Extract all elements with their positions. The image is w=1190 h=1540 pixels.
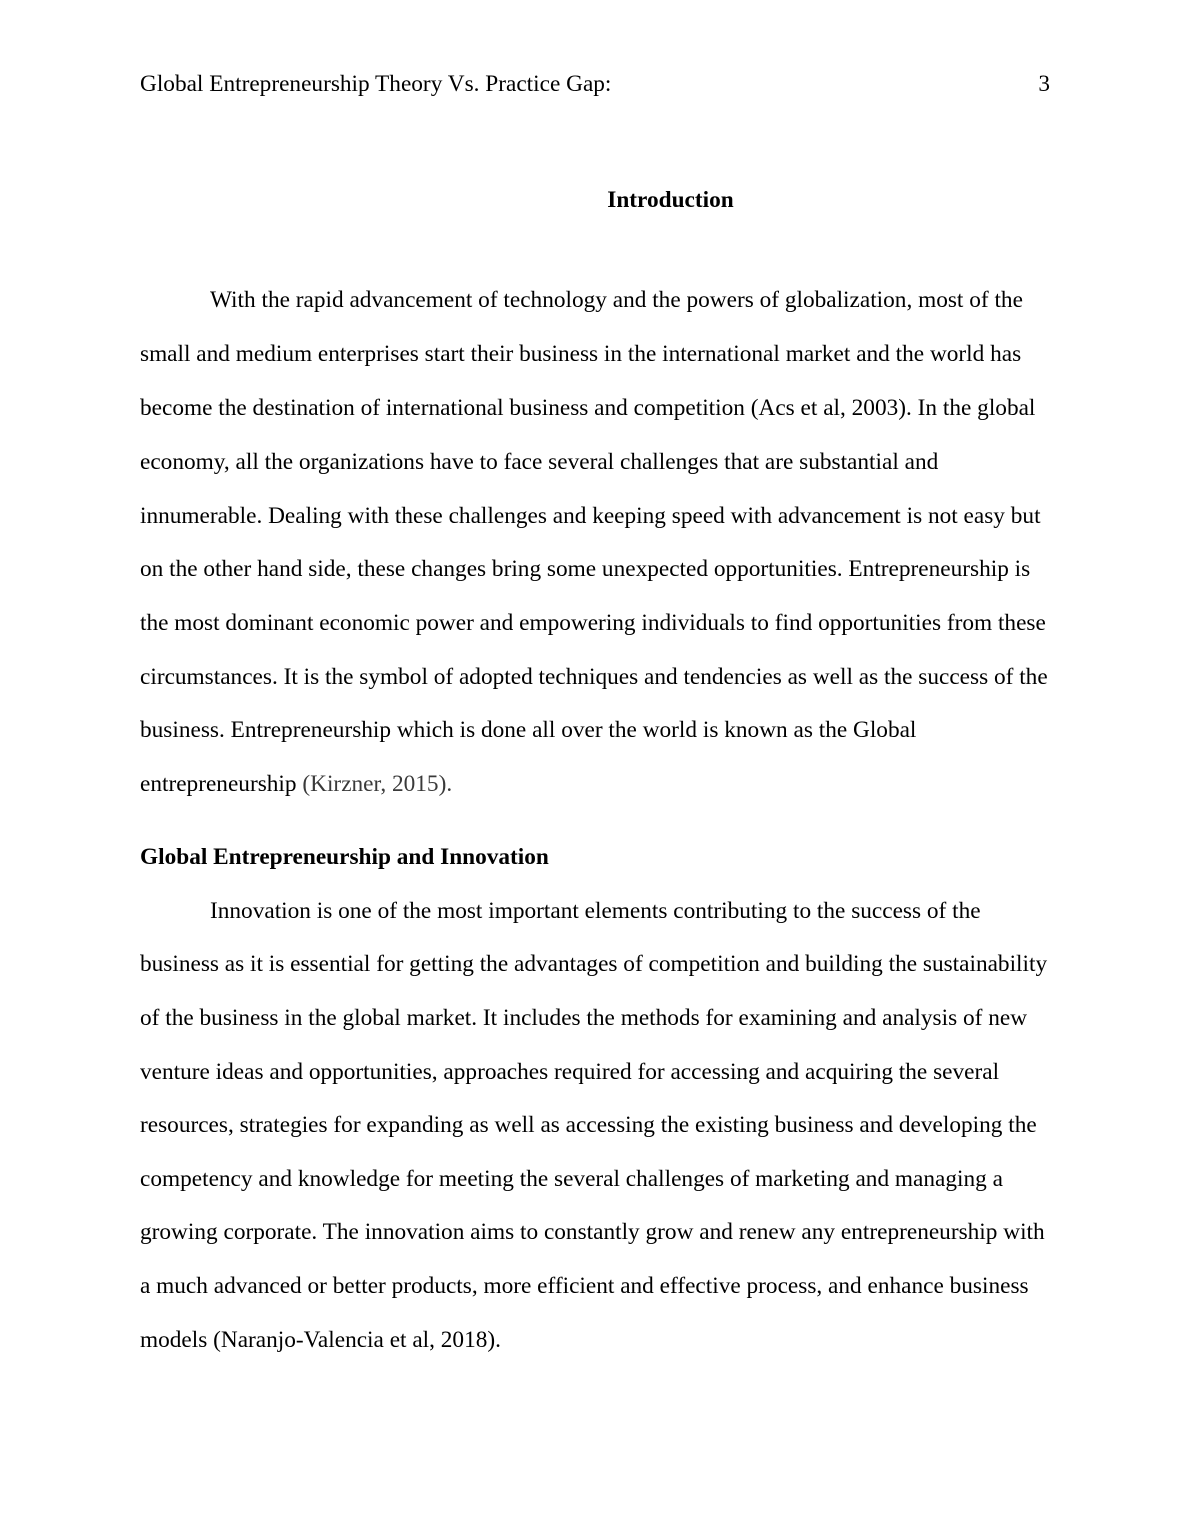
- section-title: Introduction: [607, 187, 734, 213]
- section-heading: Global Entrepreneurship and Innovation: [140, 844, 549, 870]
- paragraph-line: innumerable. Dealing with these challenges and keeping speed with advancement is not easy but: [140, 503, 1041, 529]
- citation: (Kirzner, 2015).: [302, 771, 453, 797]
- paragraph-line: [140, 770, 452, 798]
- paragraph-text: entrepreneurship: [140, 771, 303, 797]
- paragraph-line: economy, all the organizations have to face several challenges that are substantial and: [140, 449, 939, 475]
- running-head: Global Entrepreneurship Theory Vs. Practice Gap:: [140, 71, 612, 97]
- paragraph-line: resources, strategies for expanding as well as accessing the existing business and developing the: [140, 1112, 1037, 1138]
- paragraph-line: on the other hand side, these changes bring some unexpected opportunities. Entrepreneurship is: [140, 556, 1031, 582]
- paragraph-line: small and medium enterprises start their business in the international market and the world has: [140, 341, 1022, 367]
- paragraph-line: become the destination of international business and competition (Acs et al, 2003). In the global: [140, 395, 1036, 421]
- page-number: 3: [1038, 71, 1050, 97]
- paragraph-line: venture ideas and opportunities, approaches required for accessing and acquiring the several: [140, 1059, 1000, 1085]
- paragraph-line: models (Naranjo-Valencia et al, 2018).: [140, 1327, 501, 1353]
- paragraph-line: a much advanced or better products, more efficient and effective process, and enhance business: [140, 1273, 1029, 1299]
- paragraph-line: of the business in the global market. It includes the methods for examining and analysis of new: [140, 1005, 1028, 1031]
- paragraph-line: Innovation is one of the most important elements contributing to the success of the: [210, 898, 981, 924]
- paragraph-line: business as it is essential for getting the advantages of competition and building the sustainability: [140, 951, 1048, 977]
- paragraph-line: circumstances. It is the symbol of adopted techniques and tendencies as well as the success of the: [140, 664, 1048, 690]
- paragraph-line: With the rapid advancement of technology and the powers of globalization, most of the: [210, 287, 1023, 313]
- paragraph-line: competency and knowledge for meeting the several challenges of marketing and managing a: [140, 1166, 1003, 1192]
- paragraph-line: growing corporate. The innovation aims to constantly grow and renew any entrepreneurship with: [140, 1219, 1045, 1245]
- paragraph-line: the most dominant economic power and empowering individuals to find opportunities from these: [140, 610, 1046, 636]
- paragraph-line: business. Entrepreneurship which is done all over the world is known as the Global: [140, 717, 917, 743]
